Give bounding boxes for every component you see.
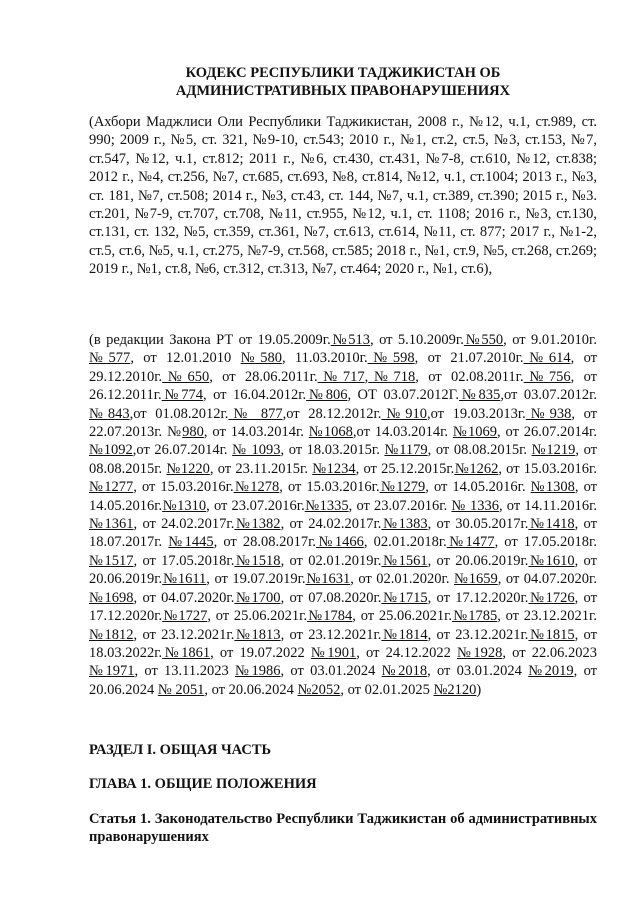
amendment-law-link[interactable]: №1279 (379, 479, 426, 496)
amendment-law-link[interactable]: №718 (368, 368, 416, 385)
amendment-law-link[interactable]: №756 (523, 368, 571, 385)
source-paragraph: (Ахбори Маджлиси Оли Республики Таджикистан, 2008 г., №12, ч.1, ст.989, ст. 990; 2009 г., №5, ст. 321, №9-10, ст.543; 2010 г., №1, ст.2, ст.5, №3, ст.153, №7, ст.547, №12, ч.1, ст.812; 2011 г., №6, ст.430, ст.431, №7-8, ст.610, №12, ст.838; 2012 г., №4, ст.256, №7, ст.685, ст.693, №8, ст.814, №12, ч.1, ст.1004; 2013 г., №3, ст. 181, №7, ст.508; 2014 г., №3, ст.43, ст. 144, №7, ч.1, ст.389, ст.390; 2015 г., №3. ст.201, №7-9, ст.707, ст.708, №11, ст.955, №12, ч.1, ст. 1108; 2016 г., №3, ст.130, ст.131, ст. 132, №5, ст.359, ст.361, №7, ст.613, ст.614, №11, ст. 877; 2017 г., №1-2, ст.5, ст.6, №5, ч.1, ст.275, №7-9, ст.568, ст.585; 2018 г., №1, ст.9, №5, ст.268, ст.269; 2019 г., №1, ст.8, №6, ст.312, ст.313, №7, ст.464; 2020 г., №1, ст.6), (89, 114, 597, 278)
amendment-law-link[interactable]: №1928 (457, 644, 503, 661)
amendment-law-link[interactable]: №1812 (89, 626, 134, 643)
amendment-law-link[interactable]: №1815 (528, 626, 575, 643)
amendment-law-link[interactable]: №1069 (452, 424, 497, 441)
amendment-law-link[interactable]: №577 (89, 350, 131, 367)
amendment-law-link[interactable]: №1220 (166, 460, 210, 477)
amendment-law-link[interactable]: №1971 (89, 663, 135, 680)
amendment-law-link[interactable]: №598 (367, 350, 415, 367)
chapter-heading: ГЛАВА 1. ОБЩИЕ ПОЛОЖЕНИЯ (89, 776, 317, 792)
amendment-law-link[interactable]: №1785 (452, 608, 498, 625)
amendment-law-link[interactable]: № 1336 (451, 497, 499, 514)
amendment-law-link[interactable]: №1813 (234, 626, 281, 643)
amendment-law-link[interactable]: №1631 (305, 571, 351, 588)
amendment-law-link[interactable]: №1517 (89, 552, 134, 569)
document-title (89, 64, 597, 100)
amendment-law-link[interactable]: № 1093 (232, 442, 281, 459)
amendment-law-link[interactable]: №614 (523, 350, 571, 367)
amendment-law-link[interactable]: 980 (182, 424, 204, 441)
amendment-law-link[interactable]: №2052 (297, 681, 341, 698)
amendment-law-link[interactable]: №806 (306, 387, 348, 404)
amendment-law-link[interactable]: №1861 (162, 644, 211, 661)
amendment-law-link[interactable]: №1445 (168, 534, 214, 551)
amendment-law-link[interactable]: №1382 (234, 516, 281, 533)
amendment-law-link[interactable]: №1361 (89, 516, 134, 533)
title-line-1: КОДЕКС РЕСПУБЛИКИ ТАДЖИКИСТАН ОБ (185, 65, 501, 81)
amendment-law-link[interactable]: № 877 (228, 405, 283, 422)
amendment-law-link[interactable]: №835 (459, 387, 501, 404)
amendment-law-link[interactable]: №1308 (530, 479, 575, 496)
amendment-law-link[interactable]: №1561 (381, 552, 428, 569)
amendment-law-link[interactable]: №1901 (310, 644, 357, 661)
amendment-law-link[interactable]: №1310 (162, 497, 207, 514)
amendment-law-link[interactable]: №1383 (381, 516, 428, 533)
title-line-2: АДМИНИСТРАТИВНЫХ ПРАВОНАРУШЕНИЯХ (175, 83, 511, 99)
amendment-law-link[interactable]: №1234 (312, 460, 356, 477)
amendment-law-link[interactable]: №1262 (454, 460, 499, 477)
section-heading: РАЗДЕЛ I. ОБЩАЯ ЧАСТЬ (89, 742, 272, 758)
amendment-law-link[interactable]: №1219 (531, 442, 576, 459)
amendment-law-link[interactable]: №843 (89, 405, 130, 422)
amendment-law-link[interactable]: №774 (161, 387, 203, 404)
amendment-law-link[interactable]: №1277 (89, 479, 134, 496)
amendment-law-link[interactable]: №910 (381, 405, 427, 422)
amendment-law-link[interactable]: №1278 (233, 479, 280, 496)
amendment-law-link[interactable]: №1518 (234, 552, 281, 569)
amendment-law-link[interactable]: №2018 (381, 663, 428, 680)
amendment-law-link[interactable]: №1068 (308, 424, 353, 441)
amendment-law-link[interactable]: №1611 (162, 571, 207, 588)
amendment-law-link[interactable]: №1179 (384, 442, 428, 459)
amendment-law-link[interactable]: №2019 (528, 663, 574, 680)
amendment-law-link[interactable]: №1092 (89, 442, 133, 459)
amendment-law-link[interactable]: №1698 (89, 589, 134, 606)
amendment-law-link[interactable]: №938 (525, 405, 572, 422)
amendment-law-link[interactable]: №513 (330, 332, 370, 348)
amendment-law-link[interactable]: №1814 (381, 626, 428, 643)
amendment-law-link[interactable]: №1986 (235, 663, 281, 680)
amendment-law-link[interactable]: №1659 (454, 571, 498, 588)
amendments-paragraph: (в редакции Закона РТ от 19.05.2009г.№513, от 5.10.2009г.№550, от 9.01.2010г.№577, от 12.01.2010 №580, 11.03.2010г.№598, от 21.07.2010г.№614, от 29.12.2010г.№650, от 28.06.2011г.№717,№718, от 02.08.2011г.№756, от 26.12.2011г.№774, от 16.04.2012г.№806, ОТ 03.07.2012Г.№835,от 03.07.2012г.№843,от 01.08.2012г.№ 877,от 28.12.2012г.№910,от 19.03.2013г.№938, от 22.07.2013г. №980, от 14.03.2014г. №1068,от 14.03.2014г. №1069, от 26.07.2014г.№1092,от 26.07.2014г. № 1093, от 18.03.2015г. №1179, от 08.08.2015г. №1219, от 08.08.2015г. №1220, от 23.11.2015г. №1234, от 25.12.2015г.№1262, от 15.03.2016г.№1277, от 15.03.2016г.№1278, от 15.03.2016г.№1279, от 14.05.2016г. №1308, от 14.05.2016г.№1310, от 23.07.2016г.№1335, от 23.07.2016г. № 1336, от 14.11.2016г.№1361, от 24.02.2017г.№1382, от 24.02.2017г.№1383, от 30.05.2017г.№1418, от 18.07.2017г. №1445, от 28.08.2017г.№1466, 02.01.2018г.№1477, от 17.05.2018г.№1517, от 17.05.2018г.№1518, от 02.01.2019г.№1561, от 20.06.2019г.№1610, от 20.06.2019г.№1611, от 19.07.2019г.№1631, от 02.01.2020г. №1659, от 04.07.2020г.№1698, от 04.07.2020г.№1700, от 07.08.2020г.№1715, от 17.12.2020г.№1726, от 17.12.2020г.№1727, от 25.06.2021г.№1784, от 25.06.2021г.№1785, от 23.12.2021г.№1812, от 23.12.2021г.№1813, от 23.12.2021г.№1814, от 23.12.2021г.№1815, от 18.03.2022г.№1861, от 19.07.2022 №1901, от 24.12.2022 №1928, от 22.06.2023 №1971, от 13.11.2023 №1986, от 03.01.2024 №2018, от 03.01.2024 №2019, от 20.06.2024 № 2051, от 20.06.2024 №2052, от 02.01.2025 №2120) (89, 332, 598, 698)
amendment-law-link[interactable]: №580 (240, 350, 282, 367)
amendment-law-link[interactable]: №1784 (307, 608, 353, 625)
amendment-law-link[interactable]: №2120 (433, 681, 477, 698)
article-heading: Статья 1. Законодательство Республики Таджикистан об административных правонарушениях (89, 811, 597, 845)
amendment-law-link[interactable]: №1610 (528, 552, 575, 569)
amendment-law-link[interactable]: №1727 (162, 608, 208, 625)
amendment-law-link[interactable]: №1418 (528, 516, 575, 533)
amendment-law-link[interactable]: №550 (463, 332, 504, 348)
amendment-law-link[interactable]: №1335 (304, 497, 349, 514)
amendment-law-link[interactable]: №1715 (381, 589, 428, 606)
amendment-law-link[interactable]: №650 (162, 368, 210, 385)
amendment-law-link[interactable]: №1726 (528, 589, 575, 606)
amendment-law-link[interactable]: №1466 (316, 534, 364, 551)
amendment-law-link[interactable]: № 2051 (157, 681, 205, 698)
amendment-law-link[interactable]: №1477 (446, 534, 495, 551)
amendment-law-link[interactable]: №717 (317, 368, 365, 385)
amendment-law-link[interactable]: №1700 (234, 589, 281, 606)
